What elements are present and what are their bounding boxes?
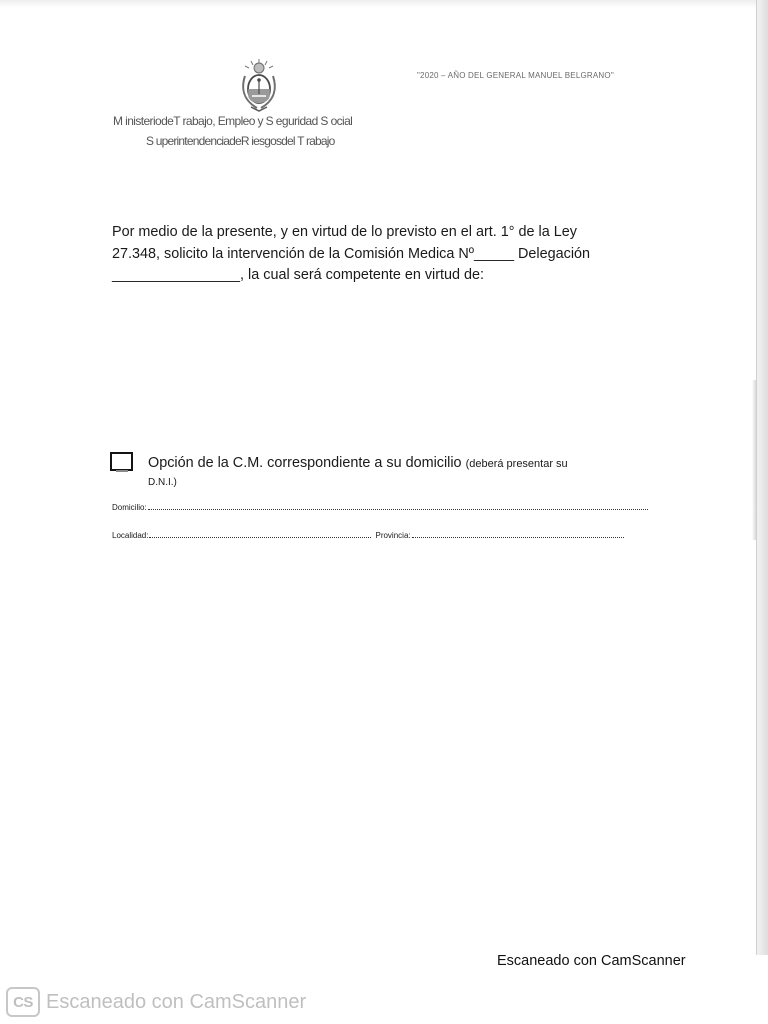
request-paragraph [112,222,657,287]
localidad-input-line[interactable] [149,531,371,538]
year-motto: "2020 – AÑO DEL GENERAL MANUEL BELGRANO" [417,71,614,80]
domicile-option-text: Opción de la C.M. correspondiente a su domicilio [148,455,462,471]
localidad-provincia-field-row [112,531,624,540]
provincia-input-line[interactable] [412,531,624,538]
paragraph-line-2: 27.348, solicito la intervención de la Comisión Medica Nº_____ Delegación [112,245,591,262]
page-edge [756,0,768,955]
domicile-option-note-continued: D.N.I.) [148,477,177,488]
argentina-coat-of-arms-icon [239,58,279,112]
domicile-option-label [148,455,656,471]
paragraph-line-3: ________________, la cual será competente en virtud de: [112,267,485,283]
domicilio-input-line[interactable] [148,503,648,510]
localidad-label: Localidad: [112,531,149,540]
camscanner-watermark [6,987,306,1017]
scan-top-shadow [0,0,768,8]
page-edge-shadow [752,380,756,540]
ministry-name: M inisteriodeT rabajo, Empleo y S eguridad S ocial [113,114,353,128]
domicilio-label: Domicilio: [112,503,147,512]
domicile-option-note: (deberá presentar su [465,458,568,470]
camscanner-watermark-text: Escaneado con CamScanner [46,990,307,1013]
paragraph-line-1: Por medio de la presente, y en virtud de lo previsto en el art. 1° de la Ley [112,224,577,240]
camscanner-logo-icon: CS [6,987,40,1017]
domicilio-field-row [112,503,648,512]
provincia-label: Provincia: [375,531,411,540]
scanned-with-footer: Escaneado con CamScanner [497,953,686,969]
domicile-option-checkbox[interactable] [110,452,133,471]
superintendency-name: S uperintendenciadeR iesgosdel T rabajo [146,134,335,148]
